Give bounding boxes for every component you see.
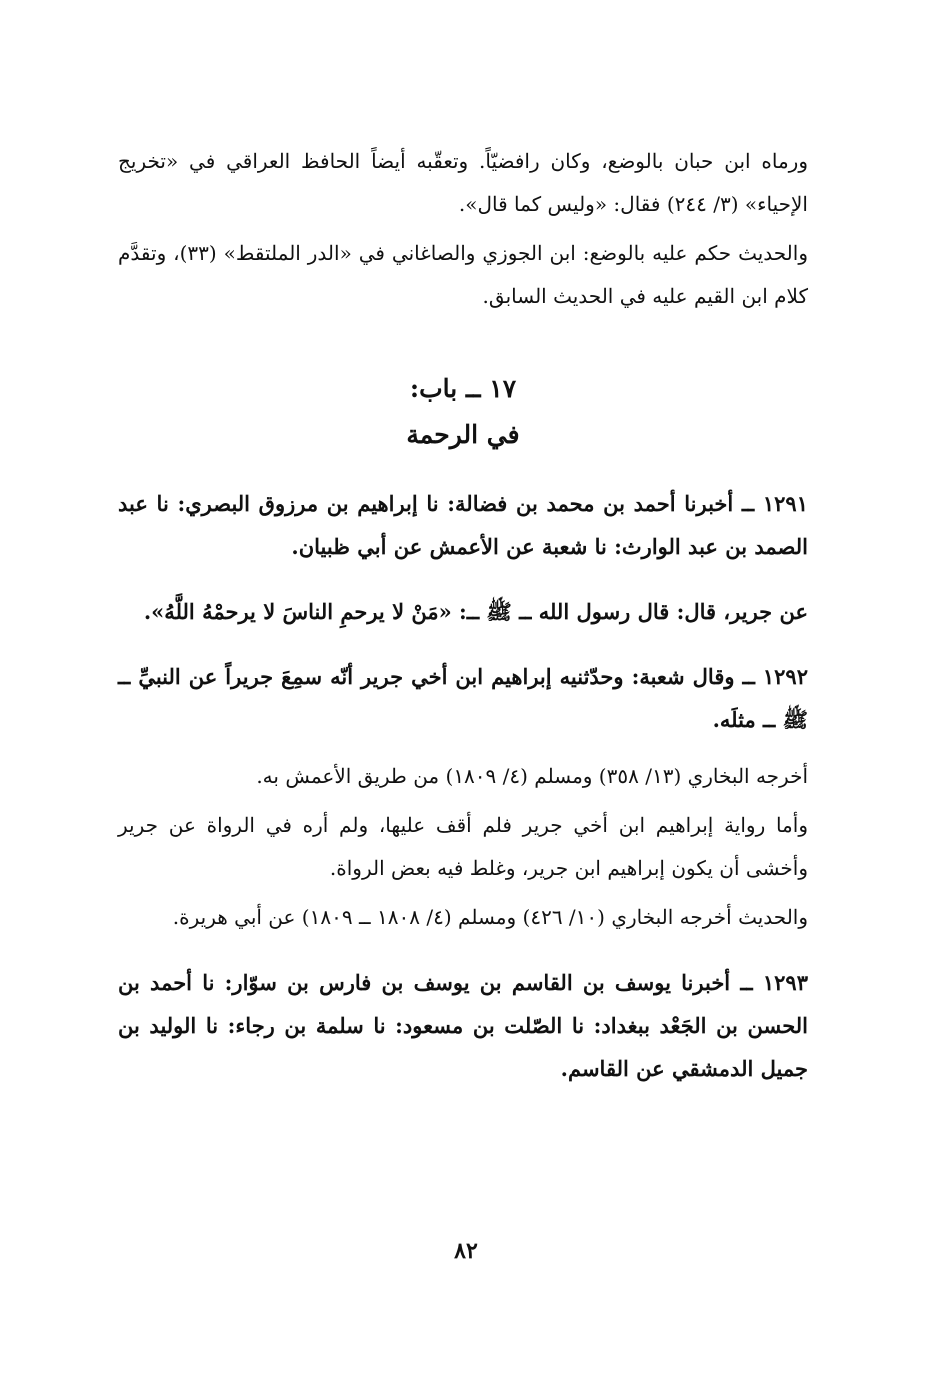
- chapter-number: ١٧ ــ باب:: [409, 374, 517, 403]
- chapter-heading: [118, 366, 808, 458]
- chapter-title: في الرحمة: [406, 420, 520, 449]
- page-body: [118, 140, 808, 1090]
- intro-paragraph-1: ورماه ابن حبان بالوضع، وكان رافضيّاً. وتعقّبه أيضاً الحافظ العراقي في «تخريج الإحياء» (٣/ ٢٤٤) فقال: «وليس كما قال».: [118, 149, 808, 216]
- hadith-1293: ١٢٩٣ ــ أخبرنا يوسف بن القاسم بن يوسف بن فارس بن سوّار: نا أحمد بن الحسن بن الجَعْد ببغداد: نا الصّلت بن مسعود: نا سلمة بن رجاء: نا الوليد بن جميل الدمشقي عن القاسم.: [118, 970, 808, 1081]
- commentary-paragraph-3: والحديث أخرجه البخاري (١٠/ ٤٢٦) ومسلم (٤/ ١٨٠٨ ــ ١٨٠٩) عن أبي هريرة.: [172, 905, 808, 929]
- hadith-1291-isnad: ١٢٩١ ــ أخبرنا أحمد بن محمد بن فضالة: نا إبراهيم بن مرزوق البصري: نا عبد الصمد بن عبد الوارث: نا شعبة عن الأعمش عن أبي ظبيان.: [118, 491, 808, 559]
- commentary-paragraph-2: وأما رواية إبراهيم ابن أخي جرير فلم أقف عليها، ولم أره في الرواة عن جرير وأخشى أن يكون إبراهيم ابن جرير، وغلط فيه بعض الرواة.: [118, 813, 808, 880]
- commentary-paragraph-1: أخرجه البخاري (١٣/ ٣٥٨) ومسلم (٤/ ١٨٠٩) من طريق الأعمش به.: [256, 764, 808, 788]
- page-number: ٨٢: [454, 1238, 478, 1264]
- hadith-1292: ١٢٩٢ ــ وقال شعبة: وحدّثنيه إبراهيم ابن أخي جرير أنّه سمِعَ جريراً عن النبيِّ ــ ﷺ ــ مثلَه.: [118, 664, 808, 732]
- intro-paragraph-2: والحديث حكم عليه بالوضع: ابن الجوزي والصاغاني في «الدر الملتقط» (٣٣)، وتقدَّم كلام ابن القيم عليه في الحديث السابق.: [118, 241, 808, 308]
- hadith-1291-matn: عن جرير، قال: قال رسول الله ــ ﷺ ــ: «مَنْ لا يرحمِ الناسَ لا يرحمْهُ اللَّهُ».: [143, 599, 808, 624]
